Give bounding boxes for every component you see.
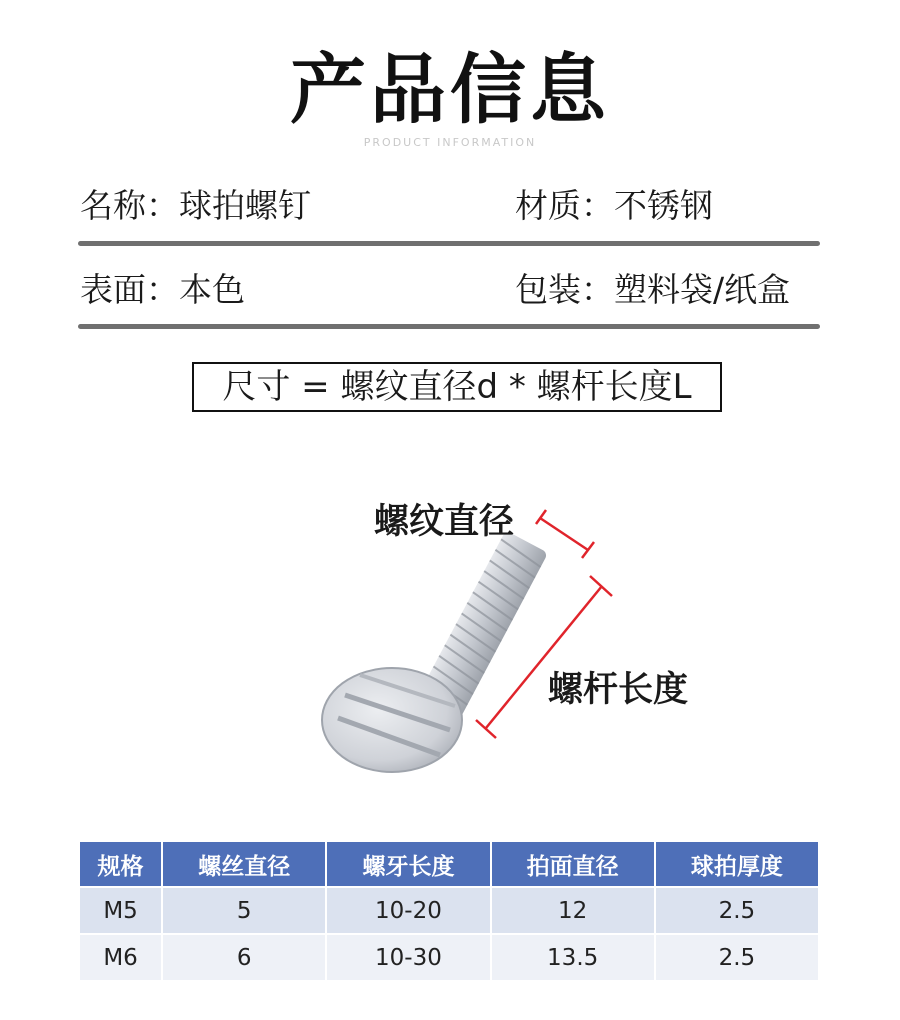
table-cell: 5	[163, 886, 325, 933]
size-formula: 尺寸 = 螺纹直径d * 螺杆长度L	[192, 362, 722, 412]
table-row	[80, 886, 818, 933]
column-header: 螺牙长度	[327, 842, 489, 886]
table-header-row	[80, 842, 818, 886]
thread-diameter-dimension	[536, 510, 594, 558]
spec-table	[78, 842, 820, 980]
column-header: 拍面直径	[492, 842, 654, 886]
divider	[78, 241, 820, 246]
table-cell: 10-30	[327, 933, 489, 980]
table-cell: M6	[80, 933, 161, 980]
table-cell: 10-20	[327, 886, 489, 933]
table-cell: 6	[163, 933, 325, 980]
thread-diameter-label: 螺纹直径	[374, 502, 515, 542]
product-material: 材质：不锈钢	[515, 186, 713, 225]
column-header: 规格	[80, 842, 161, 886]
page-title: 产品信息	[290, 45, 610, 134]
product-surface: 表面：本色	[80, 270, 245, 309]
page-subtitle: PRODUCT INFORMATION	[363, 136, 537, 149]
column-header: 螺丝直径	[163, 842, 325, 886]
thumb-screw-illustration	[300, 480, 740, 810]
table-row	[80, 933, 818, 980]
info-row-2	[78, 270, 820, 310]
product-packaging: 包装：塑料袋/纸盒	[515, 270, 791, 309]
table-cell: 2.5	[656, 886, 818, 933]
table-cell: 12	[492, 886, 654, 933]
column-header: 球拍厚度	[656, 842, 818, 886]
screw-length-label: 螺杆长度	[548, 670, 689, 710]
screw-head	[322, 668, 462, 772]
table-cell: 13.5	[492, 933, 654, 980]
table-cell: M5	[80, 886, 161, 933]
divider	[78, 324, 820, 329]
table-cell: 2.5	[656, 933, 818, 980]
screw-diagram	[300, 480, 740, 810]
info-row-1	[78, 186, 820, 226]
product-name: 名称：球拍螺钉	[80, 186, 311, 225]
